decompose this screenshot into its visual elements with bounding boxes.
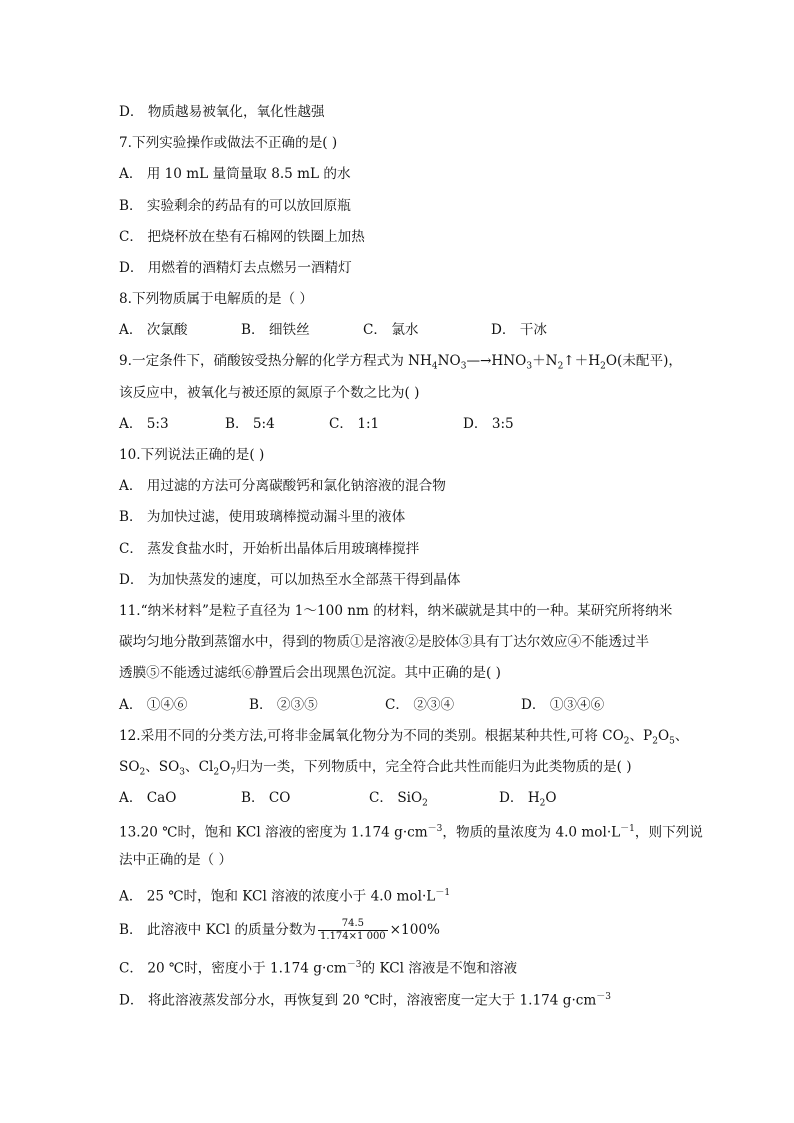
q12-option-a: A． CaO (119, 790, 177, 806)
q13-option-a: A． 25 ℃时，饱和 KCl 溶液的浓度小于 4.0 $mol\cdot L^{-1}$ (119, 888, 451, 905)
q11-option-d: D． ①③④⑥ (521, 697, 605, 713)
q6-option-d: D． 物质越易被氧化，氧化性越强 (119, 104, 325, 120)
q9-option-d: D． 3:5 (463, 416, 514, 432)
q11-stem-line2: 碳均匀地分散到蒸馏水中，得到的物质①是溶液②是胶体③具有丁达尔效应④不能透过半 (119, 634, 650, 650)
q8-option-c: C． 氯水 (363, 322, 419, 338)
q10-option-d: D． 为加快蒸发的速度，可以加热至水全部蒸干得到晶体 (119, 572, 461, 588)
q7-stem: 7.下列实验操作或做法不正确的是( ) (119, 135, 338, 151)
q10-option-b: B． 为加快过滤，使用玻璃棒搅动漏斗里的液体 (119, 509, 406, 525)
q12-option-c: C． SiO$_2$ (369, 790, 428, 809)
q10-option-a: A． 用过滤的方法可分离碳酸钙和氯化钠溶液的混合物 (119, 478, 446, 494)
q11-option-b: B． ②③⑤ (249, 697, 318, 713)
q12-option-d: D． $H_2O$ (499, 790, 557, 809)
q13-stem-line2: 法中正确的是（ ） (119, 852, 233, 868)
q10-stem: 10.下列说法正确的是( ) (119, 447, 265, 463)
q9-stem-line1: 9.一定条件下，硝酸铵受热分解的化学方程式为 $NH_4NO_3—\to HNO_3+N_2↑+H_2O$(未配平)， (119, 353, 683, 372)
q8-option-b: B． 细铁丝 (241, 322, 310, 338)
q12-stem-line2: $SO_2$、$SO_3$、$Cl_2O_7$归为一类，下列物质中，完全符合此共性而能归为此类物质的是( ) (119, 759, 632, 778)
q7-option-d: D． 用燃着的酒精灯去点燃另一酒精灯 (119, 260, 352, 276)
mass-fraction-formula: $\frac{74.5}{1.174\times 1 000}$ (320, 918, 386, 942)
q13-option-b: B． 此溶液中 KCl 的质量分数为 $\frac{74.5}{1.174\times 1 000}$ ×100% (119, 918, 440, 942)
q13-option-d: D． 将此溶液蒸发部分水，再恢复到 20 ℃时，溶液密度一定大于 1.174 $g\cdot cm^{-3}$ (119, 992, 612, 1009)
q9-option-a: A． 5:3 (119, 416, 169, 432)
q7-option-a: A． 用 10 mL 量筒量取 8.5 mL 的水 (119, 166, 351, 182)
q9-option-b: B． 5:4 (225, 416, 275, 432)
q12-option-b: B． CO (241, 790, 291, 806)
q8-option-d: D． 干冰 (491, 322, 548, 338)
q7-option-c: C． 把烧杯放在垫有石棉网的铁圈上加热 (119, 229, 365, 245)
q11-stem-line1: 11.“纳米材料”是粒子直径为 1～100 nm 的材料，纳米碳就是其中的一种。某研究所将纳米 (119, 603, 673, 619)
q8-stem: 8.下列物质属于电解质的是（ ） (119, 291, 314, 307)
q7-option-b: B． 实验剩余的药品有的可以放回原瓶 (119, 198, 351, 214)
q11-option-a: A． ①④⑥ (119, 697, 188, 713)
q10-option-c: C． 蒸发食盐水时，开始析出晶体后用玻璃棒搅拌 (119, 541, 420, 557)
q12-stem-line1: 12.采用不同的分类方法,可将非金属氧化物分为不同的类别。根据某种共性,可将 $CO_2$、$P_2O_5$、 (119, 728, 689, 747)
q13-stem-line1: 13.20 ℃时，饱和 KCl 溶液的密度为 1.174 $g\cdot cm^{-3}$，物质的量浓度为 4.0 $mol\cdot L^{-1}$，则下列说 (119, 824, 703, 841)
q11-stem-line3: 透膜⑤不能透过滤纸⑥静置后会出现黑色沉淀。其中正确的是( ) (119, 665, 501, 681)
q8-option-a: A． 次氯酸 (119, 322, 188, 338)
q13-option-c: C． 20 ℃时，密度小于 1.174 $g\cdot cm^{-3}$的 KCl 溶液是不饱和溶液 (119, 960, 518, 977)
q9-option-c: C． 1:1 (329, 416, 380, 432)
q9-stem-line2: 该反应中，被氧化与被还原的氮原子个数之比为( ) (119, 385, 420, 401)
q11-option-c: C． ②③④ (385, 697, 455, 713)
